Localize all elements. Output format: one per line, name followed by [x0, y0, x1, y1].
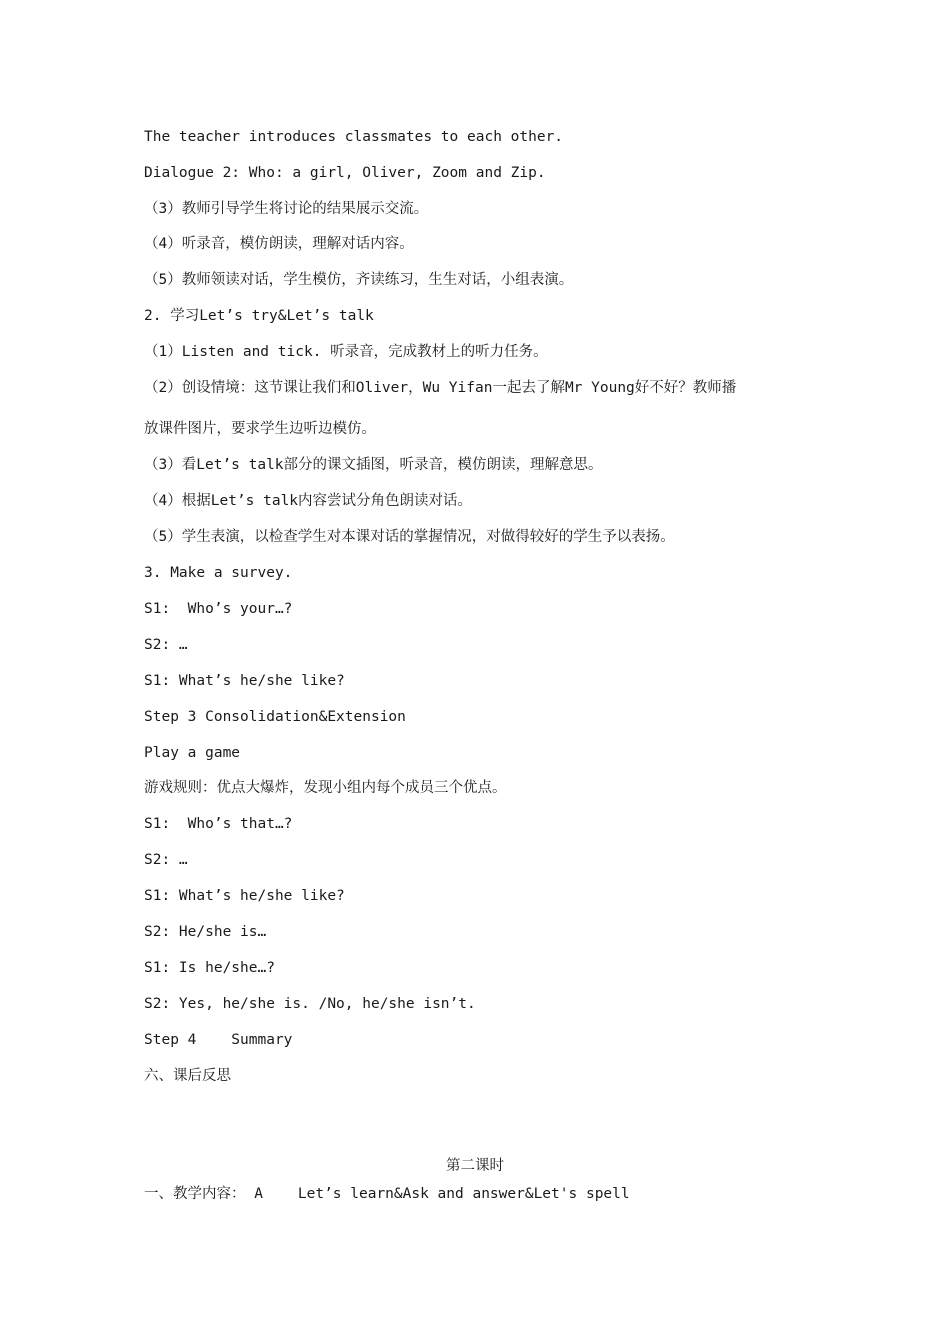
- text-line: S1: Who’s that…?: [144, 816, 293, 832]
- text-line: 3. Make a survey.: [144, 565, 293, 581]
- text-line: （3）看Let’s talk部分的课文插图，听录音，模仿朗读，理解意思。: [144, 457, 603, 473]
- text-line: S2: Yes, he/she is. /No, he/she isn’t.: [144, 996, 476, 1012]
- text-line: S2: …: [144, 852, 188, 868]
- text-line: 六、课后反思: [144, 1068, 231, 1084]
- text-line: （3）教师引导学生将讨论的结果展示交流。: [144, 201, 429, 217]
- text-line: S1: What’s he/she like?: [144, 673, 345, 689]
- text-line: The teacher introduces classmates to each other.: [144, 129, 564, 145]
- text-line: （4）听录音，模仿朗读，理解对话内容。: [144, 236, 414, 252]
- text-line: Play a game: [144, 745, 241, 761]
- text-line: S2: …: [144, 637, 188, 653]
- text-line: （5）教师领读对话，学生模仿，齐读练习，生生对话，小组表演。: [144, 272, 574, 288]
- text-line: S1: What’s he/she like?: [144, 888, 345, 904]
- text-line: 游戏规则：优点大爆炸，发现小组内每个成员三个优点。: [144, 780, 507, 796]
- text-line: 2. 学习Let’s try&Let’s talk: [144, 308, 374, 324]
- section-title: 第二课时: [446, 1158, 504, 1174]
- text-line: （2）创设情境：这节课让我们和Oliver，Wu Yifan一起去了解Mr Young好不好？教师播: [144, 380, 737, 396]
- text-line: （4）根据Let’s talk内容尝试分角色朗读对话。: [144, 493, 473, 509]
- text-line: （1）Listen and tick. 听录音，完成教材上的听力任务。: [144, 344, 548, 360]
- text-line: Dialogue 2: Who: a girl, Oliver, Zoom and Zip.: [144, 165, 546, 181]
- text-line: Step 4 Summary: [144, 1032, 293, 1048]
- text-line: Step 3 Consolidation&Extension: [144, 709, 406, 725]
- section-content: 一、教学内容： A Let’s learn&Ask and answer&Let's spell: [144, 1186, 630, 1202]
- text-line: S1: Is he/she…?: [144, 960, 275, 976]
- text-line: （5）学生表演，以检查学生对本课对话的掌握情况，对做得较好的学生予以表扬。: [144, 529, 675, 545]
- text-line: 放课件图片，要求学生边听边模仿。: [144, 421, 376, 437]
- text-line: S2: He/she is…: [144, 924, 267, 940]
- text-line: S1: Who’s your…?: [144, 601, 293, 617]
